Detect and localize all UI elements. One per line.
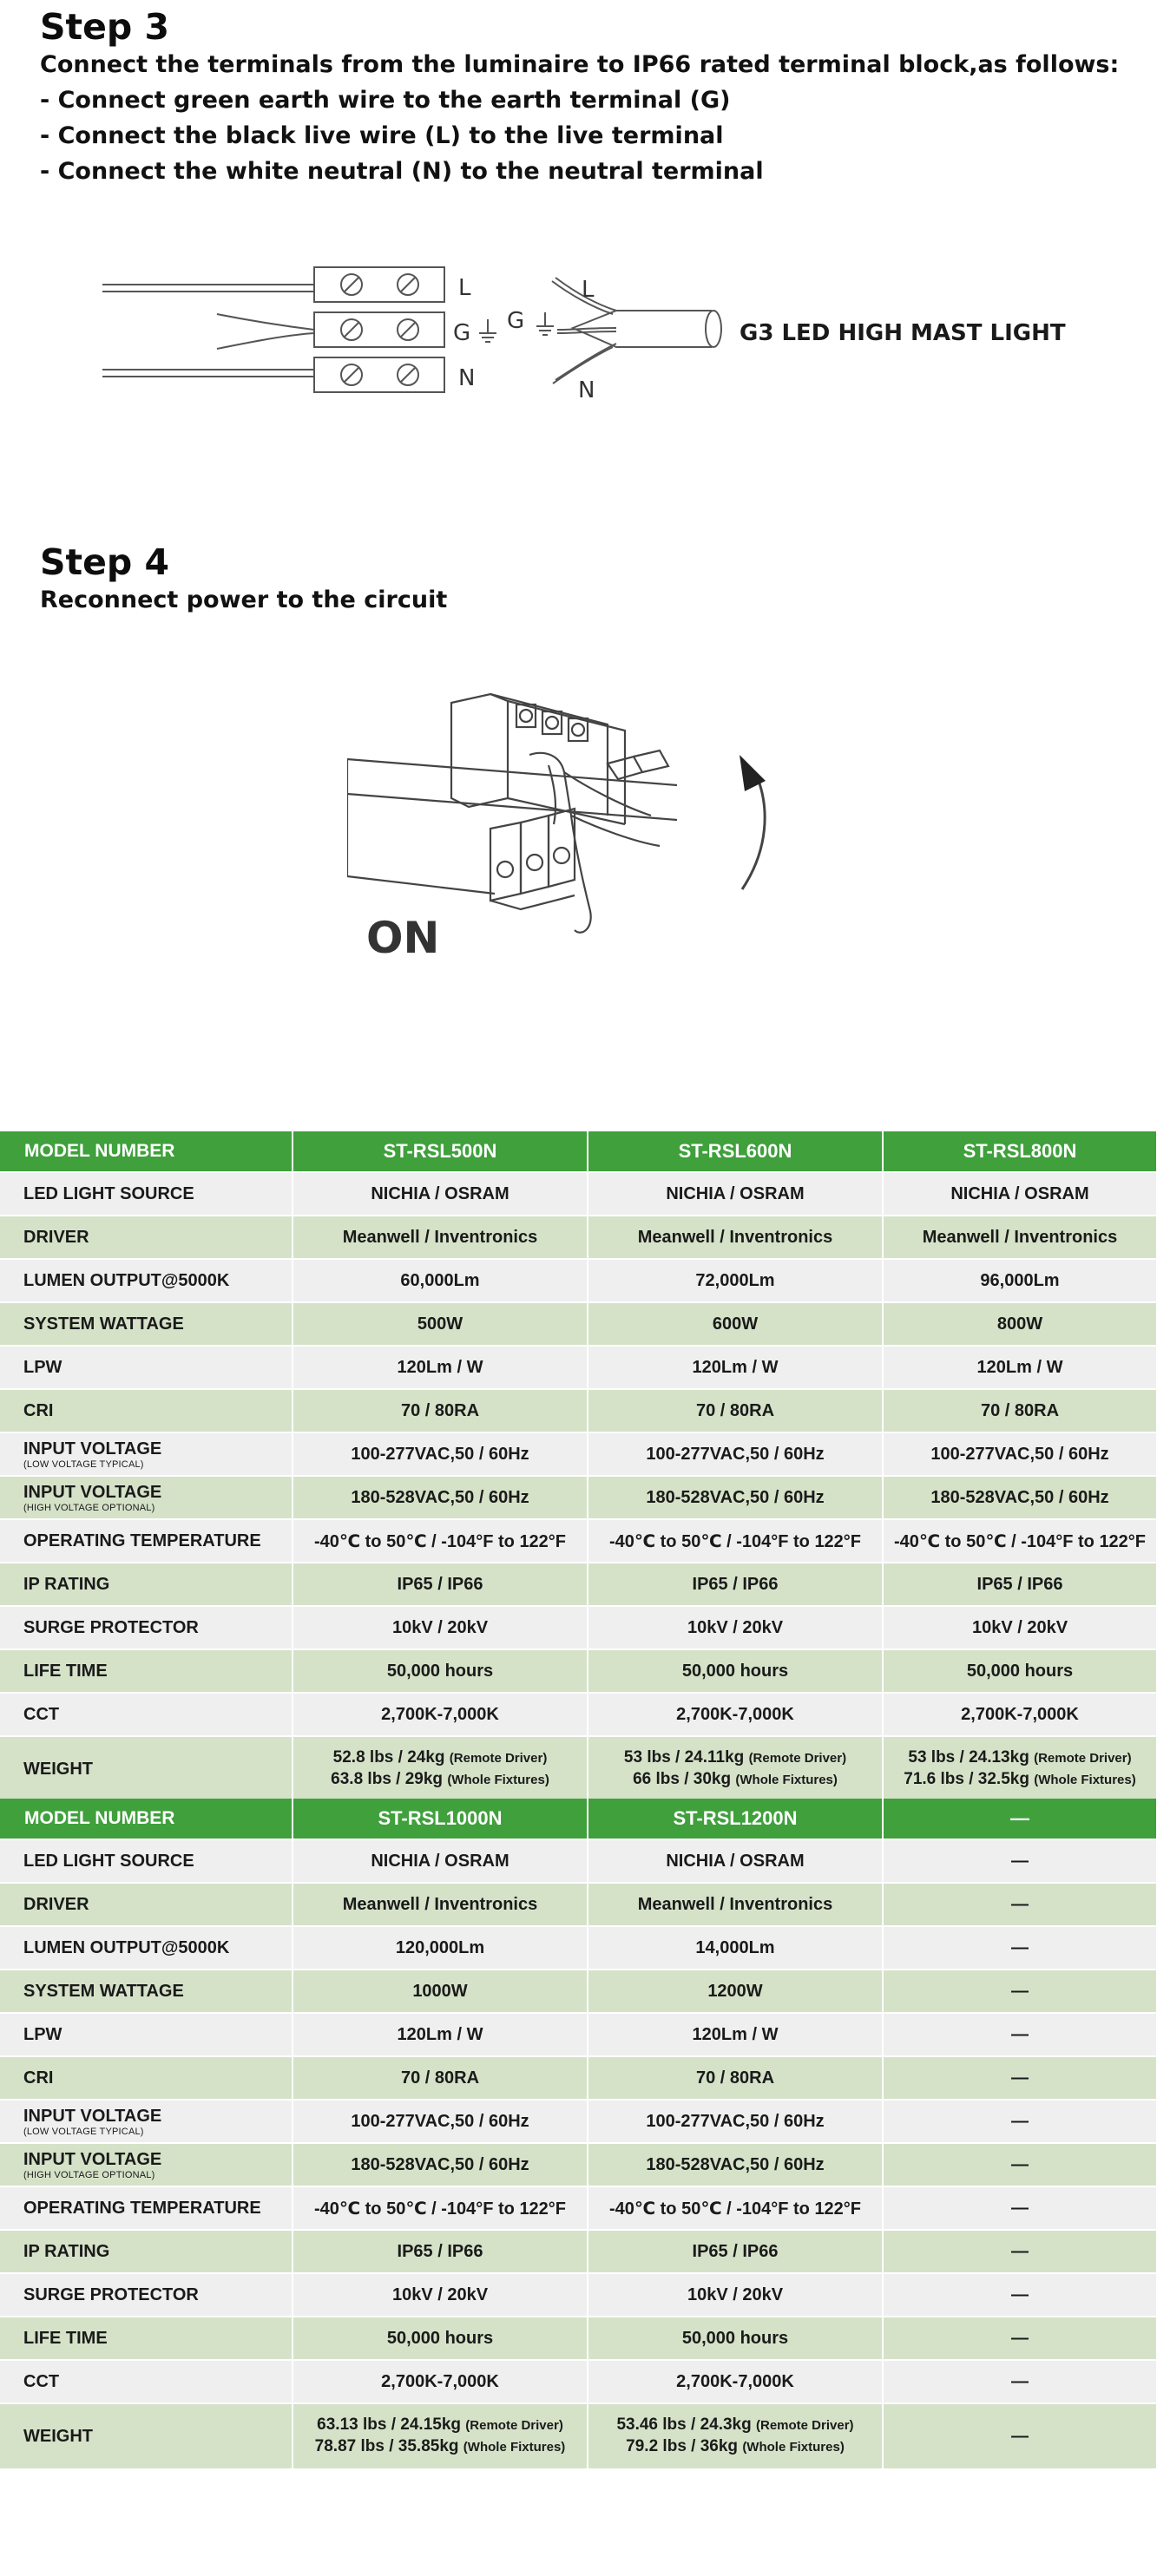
table-cell: 180-528VAC,50 / 60Hz: [883, 1476, 1157, 1519]
weight-whole-line: [293, 2436, 587, 2458]
table-cell: 100-277VAC,50 / 60Hz: [293, 1432, 588, 1476]
table-row: [0, 1839, 1157, 1883]
table-cell: —: [883, 1970, 1157, 2013]
row-label: SURGE PROTECTOR: [0, 1606, 293, 1649]
table-cell: —: [883, 1839, 1157, 1883]
table-row: [0, 2230, 1157, 2273]
table-cell: -40℃ to 50℃ / -104°F to 122°F: [883, 1519, 1157, 1563]
weight-cell: [883, 1736, 1157, 1802]
row-label: LED LIGHT SOURCE: [0, 1839, 293, 1883]
table-cell: 10kV / 20kV: [883, 1606, 1157, 1649]
table-row: [0, 1970, 1157, 2013]
weight-whole-value: 66 lbs / 30kg: [633, 1770, 732, 1788]
header-model-number: MODEL NUMBER: [0, 1799, 293, 1839]
table-row: [0, 2013, 1157, 2056]
row-label: LPW: [0, 1346, 293, 1389]
row-label: CRI: [0, 1389, 293, 1432]
table-cell: —: [883, 2273, 1157, 2317]
table-cell: 120Lm / W: [588, 1346, 883, 1389]
table-row: [0, 1346, 1157, 1389]
table-cell: 2,700K-7,000K: [588, 2360, 883, 2403]
table-row: [0, 2143, 1157, 2186]
table-row: [0, 1883, 1157, 1926]
row-label-subtext: (LOW VOLTAGE TYPICAL): [23, 1459, 144, 1470]
weight-whole-note: (Whole Fixtures): [735, 1773, 838, 1787]
table-cell: 180-528VAC,50 / 60Hz: [588, 2143, 883, 2186]
weight-whole-line: [884, 1769, 1156, 1791]
table-row: [0, 2317, 1157, 2360]
table-cell: 14,000Lm: [588, 1926, 883, 1970]
weight-remote-line: [293, 2415, 587, 2436]
step-4-section: [40, 542, 447, 618]
table-cell: 2,700K-7,000K: [883, 1693, 1157, 1736]
header-model-number: MODEL NUMBER: [0, 1131, 293, 1172]
table-row: [0, 1606, 1157, 1649]
table-cell: 180-528VAC,50 / 60Hz: [293, 1476, 588, 1519]
table-cell: —: [883, 2360, 1157, 2403]
table-cell: 70 / 80RA: [588, 1389, 883, 1432]
table-cell: 2,700K-7,000K: [588, 1693, 883, 1736]
row-label-subtext: (HIGH VOLTAGE OPTIONAL): [23, 1503, 155, 1513]
weight-cell: [293, 1736, 588, 1802]
weight-whole-value: 79.2 lbs / 36kg: [626, 2437, 739, 2455]
row-label-text: INPUT VOLTAGE: [23, 1483, 162, 1502]
table-cell: 10kV / 20kV: [588, 2273, 883, 2317]
weight-cell: [293, 2403, 588, 2469]
table-cell: 96,000Lm: [883, 1259, 1157, 1302]
table-cell: —: [883, 2186, 1157, 2230]
weight-remote-line: [884, 1747, 1156, 1769]
table-cell: 2,700K-7,000K: [293, 1693, 588, 1736]
row-label: OPERATING TEMPERATURE: [0, 1519, 293, 1563]
table-cell: Meanwell / Inventronics: [293, 1883, 588, 1926]
step-3-instruction-earth: - Connect green earth wire to the earth terminal (G): [40, 87, 731, 114]
row-label: SYSTEM WATTAGE: [0, 1302, 293, 1346]
table-cell: 600W: [588, 1302, 883, 1346]
row-label: DRIVER: [0, 1216, 293, 1259]
weight-whole-line: [588, 1769, 882, 1791]
weight-whole-note: (Whole Fixtures): [463, 2440, 566, 2455]
row-label: LIFE TIME: [0, 1649, 293, 1693]
weight-remote-note: (Remote Driver): [1034, 1751, 1132, 1766]
table-cell: 60,000Lm: [293, 1259, 588, 1302]
row-label: LED LIGHT SOURCE: [0, 1172, 293, 1216]
table-cell: Meanwell / Inventronics: [293, 1216, 588, 1259]
product-label: G3 LED HIGH MAST LIGHT: [740, 320, 1066, 346]
block-label-l: L: [458, 275, 471, 301]
table-cell: IP65 / IP66: [293, 2230, 588, 2273]
weight-whole-note: (Whole Fixtures): [1034, 1773, 1136, 1787]
breaker-diagram: [347, 677, 799, 980]
table-cell: NICHIA / OSRAM: [883, 1172, 1157, 1216]
table-cell: 100-277VAC,50 / 60Hz: [588, 2100, 883, 2143]
table-cell: 120Lm / W: [588, 2013, 883, 2056]
table-cell: 72,000Lm: [588, 1259, 883, 1302]
weight-remote-value: 53 lbs / 24.11kg: [623, 1748, 745, 1766]
table-cell: 50,000 hours: [883, 1649, 1157, 1693]
row-label: WEIGHT: [0, 1736, 293, 1802]
row-label: WEIGHT: [0, 2403, 293, 2469]
row-label: [0, 2100, 293, 2143]
table-cell: Meanwell / Inventronics: [588, 1883, 883, 1926]
table-cell: 10kV / 20kV: [588, 1606, 883, 1649]
weight-remote-note: (Remote Driver): [756, 2418, 854, 2433]
row-label-text: INPUT VOLTAGE: [23, 2107, 162, 2126]
table-cell: 70 / 80RA: [293, 2056, 588, 2100]
table-cell: NICHIA / OSRAM: [293, 1839, 588, 1883]
step-3-title: Step 3: [40, 6, 170, 48]
table-row: [0, 1563, 1157, 1606]
table-cell: —: [883, 1926, 1157, 1970]
table-row: [0, 1389, 1157, 1432]
table-cell: 120Lm / W: [293, 1346, 588, 1389]
weight-whole-note: (Whole Fixtures): [742, 2440, 845, 2455]
table-cell: 70 / 80RA: [588, 2056, 883, 2100]
table-cell: 50,000 hours: [588, 2317, 883, 2360]
table-cell: 800W: [883, 1302, 1157, 1346]
table-cell: 2,700K-7,000K: [293, 2360, 588, 2403]
table-row: [0, 1432, 1157, 1476]
row-label: LUMEN OUTPUT@5000K: [0, 1926, 293, 1970]
table-row: [0, 1259, 1157, 1302]
table-cell: —: [883, 1883, 1157, 1926]
breaker-on-label: ON: [366, 913, 440, 963]
weight-whole-value: 63.8 lbs / 29kg: [331, 1770, 444, 1788]
table-row: [0, 2360, 1157, 2403]
table-row: [0, 1476, 1157, 1519]
row-label-text: INPUT VOLTAGE: [23, 1439, 162, 1458]
table-row: [0, 1519, 1157, 1563]
table-row: [0, 1926, 1157, 1970]
weight-remote-value: 52.8 lbs / 24kg: [332, 1748, 445, 1766]
block-label-g: G: [453, 320, 471, 346]
table-cell: NICHIA / OSRAM: [293, 1172, 588, 1216]
table-row-weight: [0, 2403, 1157, 2469]
step-4-title: Step 4: [40, 541, 170, 583]
table-cell: 70 / 80RA: [883, 1389, 1157, 1432]
table-cell: 50,000 hours: [293, 1649, 588, 1693]
table-cell: IP65 / IP66: [883, 1563, 1157, 1606]
weight-remote-line: [588, 1747, 882, 1769]
table-cell: 180-528VAC,50 / 60Hz: [588, 1476, 883, 1519]
row-label: DRIVER: [0, 1883, 293, 1926]
table-row: [0, 1649, 1157, 1693]
table-header-row: [0, 1131, 1157, 1172]
table-cell: 100-277VAC,50 / 60Hz: [588, 1432, 883, 1476]
weight-cell: [588, 2403, 883, 2469]
row-label: LIFE TIME: [0, 2317, 293, 2360]
row-label-text: INPUT VOLTAGE: [23, 2150, 162, 2169]
row-label: CCT: [0, 1693, 293, 1736]
step-3-intro: Connect the terminals from the luminaire to IP66 rated terminal block,as follows:: [40, 51, 1120, 78]
header-model: —: [883, 1799, 1157, 1839]
weight-cell: [588, 1736, 883, 1802]
row-label-subtext: (HIGH VOLTAGE OPTIONAL): [23, 2170, 155, 2180]
table-cell: IP65 / IP66: [588, 2230, 883, 2273]
weight-remote-line: [293, 1747, 587, 1769]
weight-remote-note: (Remote Driver): [748, 1751, 847, 1766]
table-row: [0, 1693, 1157, 1736]
step-4-instruction: Reconnect power to the circuit: [40, 587, 448, 613]
weight-whole-note: (Whole Fixtures): [447, 1773, 549, 1787]
table-cell: Meanwell / Inventronics: [883, 1216, 1157, 1259]
weight-whole-value: 78.87 lbs / 35.85kg: [314, 2437, 459, 2455]
table-cell: 10kV / 20kV: [293, 2273, 588, 2317]
table-row: [0, 2186, 1157, 2230]
wiring-diagram: [87, 243, 1094, 416]
table-row: [0, 2100, 1157, 2143]
table-cell: Meanwell / Inventronics: [588, 1216, 883, 1259]
lead-label-g: G: [507, 308, 525, 334]
table-cell: —: [883, 2143, 1157, 2186]
table-cell: -40℃ to 50℃ / -104°F to 122°F: [588, 1519, 883, 1563]
table-cell: —: [883, 2230, 1157, 2273]
table-row: [0, 2056, 1157, 2100]
table-cell: 120Lm / W: [883, 1346, 1157, 1389]
weight-whole-line: [588, 2436, 882, 2458]
table-cell: IP65 / IP66: [293, 1563, 588, 1606]
table-cell: 120,000Lm: [293, 1926, 588, 1970]
table-cell: 50,000 hours: [588, 1649, 883, 1693]
table-cell: -40℃ to 50℃ / -104°F to 122°F: [293, 2186, 588, 2230]
row-label: IP RATING: [0, 2230, 293, 2273]
table-cell: IP65 / IP66: [588, 1563, 883, 1606]
row-label: [0, 1476, 293, 1519]
weight-whole-value: 71.6 lbs / 32.5kg: [904, 1770, 1029, 1788]
row-label: IP RATING: [0, 1563, 293, 1606]
row-label: CRI: [0, 2056, 293, 2100]
table-header-row: [0, 1799, 1157, 1839]
spec-table-2: [0, 1799, 1157, 2470]
table-cell: 120Lm / W: [293, 2013, 588, 2056]
table-cell: NICHIA / OSRAM: [588, 1172, 883, 1216]
spec-table-1: [0, 1131, 1157, 1803]
table-row: [0, 1216, 1157, 1259]
table-cell: 1200W: [588, 1970, 883, 2013]
step-3-instruction-neutral: - Connect the white neutral (N) to the neutral terminal: [40, 158, 764, 185]
table-cell: 70 / 80RA: [293, 1389, 588, 1432]
lead-label-n: N: [578, 377, 595, 403]
spec-rows: [0, 1172, 1157, 1802]
step-3-section: [40, 7, 1119, 189]
table-cell: —: [883, 2013, 1157, 2056]
table-cell: 180-528VAC,50 / 60Hz: [293, 2143, 588, 2186]
table-cell: 50,000 hours: [293, 2317, 588, 2360]
row-label: [0, 2143, 293, 2186]
weight-remote-note: (Remote Driver): [465, 2418, 563, 2433]
lead-label-l: L: [582, 277, 595, 303]
row-label: LUMEN OUTPUT@5000K: [0, 1259, 293, 1302]
row-label: LPW: [0, 2013, 293, 2056]
table-cell: —: [883, 2317, 1157, 2360]
weight-whole-line: [293, 1769, 587, 1791]
table-cell: 100-277VAC,50 / 60Hz: [883, 1432, 1157, 1476]
block-label-n: N: [458, 365, 476, 391]
table-cell: 500W: [293, 1302, 588, 1346]
weight-remote-note: (Remote Driver): [449, 1751, 548, 1766]
weight-remote-value: 63.13 lbs / 24.15kg: [317, 2415, 462, 2434]
table-cell: -40℃ to 50℃ / -104°F to 122°F: [293, 1519, 588, 1563]
step-3-instruction-live: - Connect the black live wire (L) to the live terminal: [40, 122, 724, 149]
header-model: ST-RSL500N: [293, 1131, 588, 1172]
table-cell: —: [883, 2100, 1157, 2143]
row-label: CCT: [0, 2360, 293, 2403]
weight-remote-value: 53 lbs / 24.13kg: [908, 1748, 1029, 1766]
spec-rows: [0, 1839, 1157, 2469]
table-cell: -40℃ to 50℃ / -104°F to 122°F: [588, 2186, 883, 2230]
table-cell: 1000W: [293, 1970, 588, 2013]
weight-cell: —: [883, 2403, 1157, 2469]
row-label-subtext: (LOW VOLTAGE TYPICAL): [23, 2127, 144, 2137]
table-cell: 100-277VAC,50 / 60Hz: [293, 2100, 588, 2143]
header-model: ST-RSL1000N: [293, 1799, 588, 1839]
table-cell: —: [883, 2056, 1157, 2100]
header-model: ST-RSL800N: [883, 1131, 1157, 1172]
table-cell: NICHIA / OSRAM: [588, 1839, 883, 1883]
table-row: [0, 2273, 1157, 2317]
table-row: [0, 1302, 1157, 1346]
header-model: ST-RSL1200N: [588, 1799, 883, 1839]
weight-remote-value: 53.46 lbs / 24.3kg: [616, 2415, 752, 2434]
row-label: SYSTEM WATTAGE: [0, 1970, 293, 2013]
row-label: SURGE PROTECTOR: [0, 2273, 293, 2317]
header-model: ST-RSL600N: [588, 1131, 883, 1172]
row-label: OPERATING TEMPERATURE: [0, 2186, 293, 2230]
table-row-weight: [0, 1736, 1157, 1802]
row-label: [0, 1432, 293, 1476]
table-row: [0, 1172, 1157, 1216]
table-cell: 10kV / 20kV: [293, 1606, 588, 1649]
weight-remote-line: [588, 2415, 882, 2436]
